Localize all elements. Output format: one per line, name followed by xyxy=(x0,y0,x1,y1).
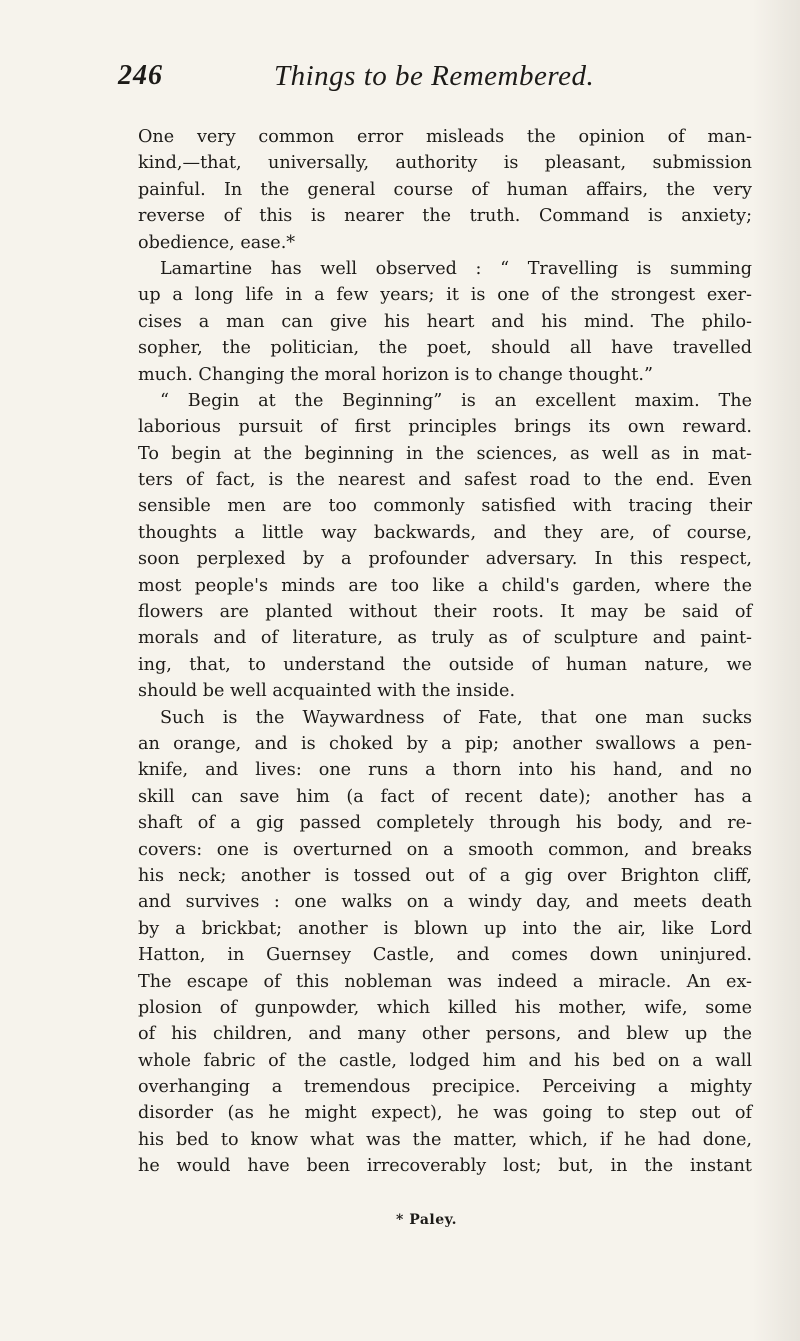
text-line: skill can save him (a fact of recent date); another has a xyxy=(138,786,752,807)
running-title: Things to be Remembered. xyxy=(274,60,595,92)
text-line: up a long life in a few years; it is one of the strongest exer- xyxy=(138,285,752,306)
text-line: most people's minds are too like a child's garden, where the xyxy=(138,575,752,596)
text-line: laborious pursuit of first principles brings its own reward. xyxy=(138,417,752,438)
text-line: obedience, ease.* xyxy=(138,232,296,253)
text-line: ing, that, to understand the outside of human nature, we xyxy=(138,654,752,675)
text-line: overhanging a tremendous precipice. Perceiving a mighty xyxy=(138,1077,752,1098)
text-line: his neck; another is tossed out of a gig over Brighton cliff, xyxy=(138,865,752,886)
text-line: kind,—that, universally, authority is pleasant, submission xyxy=(138,153,752,174)
text-line: an orange, and is choked by a pip; another swallows a pen- xyxy=(138,733,752,754)
text-line: and survives : one walks on a windy day, and meets death xyxy=(138,892,752,913)
text-line: ters of fact, is the nearest and safest road to the end. Even xyxy=(138,470,752,491)
text-line: To begin at the beginning in the sciences, as well as in mat- xyxy=(138,443,752,464)
text-line: soon perplexed by a profounder adversary. In this respect, xyxy=(138,549,752,570)
text-line: by a brickbat; another is blown up into the air, like Lord xyxy=(138,918,752,939)
text-line: flowers are planted without their roots. It may be said of xyxy=(138,602,752,623)
text-line: sensible men are too commonly satisfied with tracing their xyxy=(138,496,752,517)
text-line: he would have been irrecoverably lost; but, in the instant xyxy=(138,1156,752,1177)
text-line: should be well acquainted with the inside. xyxy=(138,681,516,702)
text-line: The escape of this nobleman was indeed a miracle. An ex- xyxy=(138,971,752,992)
text-line: “ Begin at the Beginning” is an excellent maxim. The xyxy=(160,390,752,411)
text-line: Hatton, in Guernsey Castle, and comes down uninjured. xyxy=(138,945,752,966)
text-line: morals and of literature, as truly as of sculpture and paint- xyxy=(138,628,752,649)
text-line: knife, and lives: one runs a thorn into his hand, and no xyxy=(138,760,752,781)
running-head xyxy=(118,60,748,100)
text-line: sopher, the politician, the poet, should all have travelled xyxy=(138,338,752,359)
text-line: whole fabric of the castle, lodged him and his bed on a wall xyxy=(138,1050,752,1071)
text-line: plosion of gunpowder, which killed his mother, wife, some xyxy=(138,997,752,1018)
text-line: One very common error misleads the opinion of man- xyxy=(138,127,752,147)
body-text xyxy=(138,124,752,1180)
text-line: cises a man can give his heart and his mind. The philo- xyxy=(138,311,752,332)
text-line: shaft of a gig passed completely through his body, and re- xyxy=(138,813,752,834)
page-number: 246 xyxy=(118,60,163,91)
text-line: painful. In the general course of human affairs, the very xyxy=(138,179,752,200)
text-line: Lamartine has well observed : “ Travelling is summing xyxy=(160,258,752,279)
footnote: * Paley. xyxy=(396,1212,458,1228)
text-line: disorder (as he might expect), he was going to step out of xyxy=(138,1103,752,1124)
text-line: Such is the Waywardness of Fate, that one man sucks xyxy=(160,707,752,728)
text-line: covers: one is overturned on a smooth common, and breaks xyxy=(138,839,752,860)
text-line: thoughts a little way backwards, and they are, of course, xyxy=(138,522,752,543)
text-line: much. Changing the moral horizon is to change thought.” xyxy=(138,364,653,385)
text-line: his bed to know what was the matter, which, if he had done, xyxy=(138,1129,752,1150)
text-line: of his children, and many other persons, and blew up the xyxy=(138,1024,752,1045)
text-line: reverse of this is nearer the truth. Command is anxiety; xyxy=(138,206,752,227)
